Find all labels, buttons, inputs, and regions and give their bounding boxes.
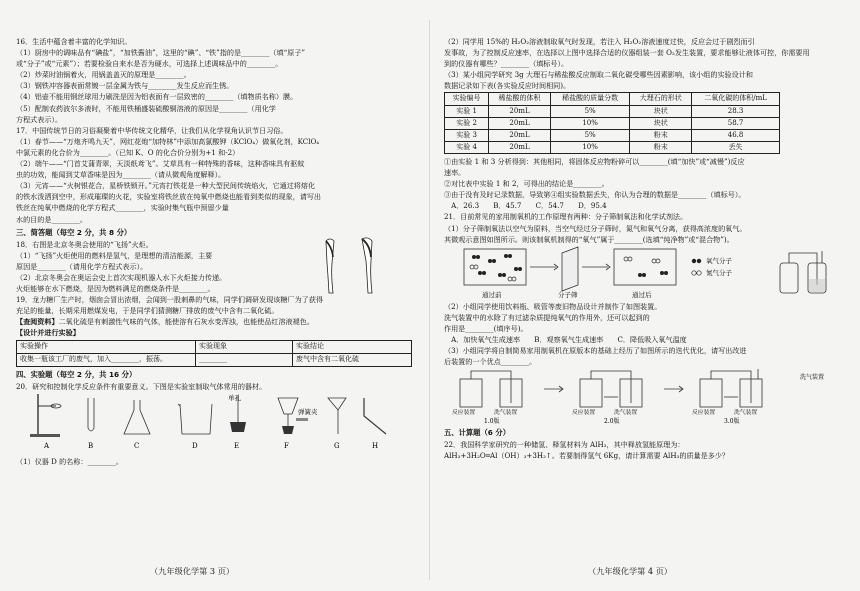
- q21-line: （1）分子筛制氧法以空气为原料，当空气经过分子筛时，氮气和氧气分离，获得高浓度的氧气。: [444, 223, 747, 233]
- apparatus-label: F: [284, 441, 289, 450]
- q17-line: 的铁水泼洒到空中，形成璀璨的火花，实验室将铁丝放在纯氧中燃烧也能看到类似的现象，请写出: [16, 192, 322, 202]
- table-header-cell: 实验现象: [196, 340, 293, 353]
- q16-line: （1）厨房中的调味品有“碘盐”，“加铁酱油”，这里的“碘”、“铁”指的是________（填“原子”: [16, 48, 306, 58]
- version-number: 3.0版: [724, 418, 740, 426]
- q20-part-1: （1）仪器 D 的名称：________。: [16, 456, 123, 466]
- q17-line: 17．中国传统节日的习俗凝聚着中华传统文化精华，让我们从化学视角认识节日习俗。: [16, 125, 288, 135]
- apparatus-label: D: [192, 441, 198, 450]
- table-cell: 20mL: [489, 141, 551, 153]
- q19-ref-label: 【查阅资料】: [16, 317, 59, 327]
- q21-line: 作用是________(填序号)。: [444, 323, 528, 333]
- apparatus-label: C: [134, 441, 140, 450]
- version-3: [700, 369, 762, 407]
- apparatus-label: A: [44, 441, 50, 450]
- q18-line: 18．右图是北京冬奥会使用的“飞扬”火炬。: [16, 239, 153, 249]
- section-4-heading: 四、实验题（每空 2 分，共 16 分）: [16, 369, 137, 379]
- table-cell: 46.8: [692, 129, 780, 141]
- q20-line: A．26.3 B．45.7 C．54.7 D．95.4: [444, 201, 607, 211]
- apparatus-label: H: [372, 441, 379, 450]
- table-cell: 实验 4: [445, 141, 489, 153]
- version-label: 洗气装置: [494, 410, 518, 417]
- q21-line: （2）小组同学使用饮料瓶、吸管等废旧物品设计并制作了如图装置。: [444, 301, 662, 311]
- q21-line: 21．目前常见的家用制氧机的工作原理有两种：分子筛制氧法和化学试剂法。: [444, 212, 688, 222]
- table-cell: 20mL: [489, 117, 551, 129]
- q17-line: （1）春节——“万炮齐鸣九天”，网红花炮“加特林”中添加高氯酸钾（KClO₄）做氧化剂，KClO₄: [16, 136, 320, 146]
- q19-ref-text: 二氧化硫是有刺激性气味的气体，能使溶有石灰水变浑浊，也能使品红溶液褪色。: [58, 317, 314, 327]
- apparatus-b-test-tube: [88, 398, 94, 431]
- q20-line: ②对比表中实验 1 和 2，可得出的结论是________。: [444, 179, 609, 189]
- q16-line: （3）钢铁冲容器表面常镀一层金属为铁与________发生反应而生锈。: [16, 81, 234, 91]
- table-cell: 丢失: [692, 141, 780, 153]
- version-number: 1.0版: [484, 418, 500, 426]
- table-row: [445, 117, 780, 129]
- page-footer: （九年级化学第 3 页）: [150, 565, 235, 576]
- apparatus-d-beaker: [178, 404, 212, 434]
- q19-line: 19．龙力糖厂生产时，烟囱会冒出浓烟，会闻到一股刺鼻的气味，同学们调研发现该糖厂为了获得: [16, 295, 323, 305]
- section-5-heading: 五、计算题（6 分）: [444, 428, 510, 438]
- table-header-cell: 实验结论: [293, 340, 412, 353]
- q16-line: （2）炒菜时油锅着火，用锅盖盖灭的原理是________。: [16, 70, 191, 80]
- table-header-cell: 实验编号: [445, 93, 489, 105]
- q18-line: 火炬能够在水下燃烧，是因为燃料满足的燃烧条件是________。: [16, 284, 215, 294]
- table-header-row: [17, 340, 412, 353]
- table-cell: 实验 1: [445, 105, 489, 117]
- q20-line: （2）同学用 15%的 H₂O₂溶液制取氧气时发现，若注入 H₂O₂溶液速度过快，反应会过于剧烈而引: [444, 37, 755, 46]
- q20-data-table: [444, 92, 780, 153]
- apparatus-note: 单孔: [228, 393, 241, 402]
- table-row: [445, 105, 780, 117]
- apparatus-g-long-funnel: [328, 398, 346, 434]
- q21-line: A．加快氧气生成速率 B．观察氧气生成速率 C．降低吸入氧气温度: [444, 334, 687, 344]
- version-label: 反应装置: [692, 410, 716, 417]
- q18-line: 原因是________（请用化学方程式表示）。: [16, 261, 148, 271]
- question-19: [16, 294, 420, 366]
- question-21-part-2: [444, 301, 848, 368]
- table-header-cell: 二氧化碳的体积/mL: [692, 93, 780, 105]
- table-header-cell: 稀盐酸的体积: [489, 93, 551, 105]
- version-number: 2.0版: [604, 418, 620, 426]
- torch-image: [316, 235, 388, 297]
- version-label: 反应装置: [572, 410, 596, 417]
- section-3-heading: 三、简答题（每空 2 分，共 8 分）: [16, 227, 132, 237]
- q17-line: （3）元宵——“火树银花合，星桥铁锁开。”元宵打铁花是一种大型民间传统焰火，它通过将熔化: [16, 181, 316, 191]
- question-16: [16, 36, 420, 125]
- table-cell: 实验 3: [445, 129, 489, 141]
- q19-reference: [16, 316, 420, 327]
- q20-line: 速率。: [444, 168, 466, 178]
- q21-line: 其微观示意图如图所示。则该制氧机制得的“氧气”属于________(选填“纯净物”或“混合物”)。: [444, 234, 734, 244]
- q18-line: （1）“飞扬”火炬使用的燃料是氢气，是理想的清洁能源，主要: [16, 250, 213, 260]
- table-cell: 实验 2: [445, 117, 489, 129]
- question-18: [16, 239, 420, 294]
- q17-line: （2）端午——“门首艾蒲青翠，天淡纸鸢飞”。艾草具有一种特殊的香味，这种香味具有驱蚊: [16, 159, 305, 169]
- q21-line: 洗气装置中的水除了有过滤杂质提纯氧气的作用外，还可以起到的: [444, 312, 650, 322]
- apparatus-note: 弹簧夹: [298, 407, 318, 416]
- q20-line: ③由于没有及时记录数据，导致第④组实验数据丢失，你认为合理的数据是________（填标号）。: [444, 190, 746, 200]
- question-17: [16, 125, 420, 225]
- question-20-part-2: [444, 36, 848, 91]
- apparatus-label: B: [88, 441, 94, 450]
- q16-line: 方程式表示）。: [16, 114, 63, 124]
- apparatus-caption: 洗气装置: [800, 374, 825, 382]
- q20-line: ①由实验 1 和 3 分析得到：其他相同，将固体反应物粉碎可以________(填“加快”或“减慢”)反应: [444, 156, 745, 166]
- q20-line: 到的仪器有哪些？________（填标号）。: [444, 59, 569, 69]
- version-1: [460, 371, 563, 407]
- q17-line: 中氯元素的化合价为________。（已知 K、O 的化合价分别为+1 和-2）: [16, 147, 240, 157]
- version-label: 反应装置: [452, 410, 476, 417]
- table-header-cell: 实验操作: [17, 340, 196, 353]
- diagram-label: 分子筛: [558, 290, 578, 299]
- table-cell: 5%: [550, 129, 629, 141]
- table-cell: 20mL: [489, 105, 551, 117]
- table-cell: 20mL: [489, 129, 551, 141]
- table-cell: ________: [196, 353, 293, 366]
- legend-label: 氮气分子: [706, 268, 732, 277]
- question-22: [444, 439, 848, 461]
- apparatus-label: E: [234, 441, 240, 450]
- q16-line: （5）配制农药波尔多液时，不能用铁桶盛装硫酸铜溶液的原因是________（用化学: [16, 103, 276, 113]
- version-iteration-figure: [444, 367, 840, 425]
- q20-intro: 20．研究和控制化学反应条件有重要意义。下图是实验室制取气体常用的器材。: [16, 381, 267, 391]
- q17-line: 铁丝在纯氧中燃烧的化学方程式________，实验时集气瓶中预留少量: [16, 203, 229, 213]
- table-cell: 10%: [550, 117, 629, 129]
- q16-line: 16．生活中蕴含着丰富的化学知识。: [16, 37, 132, 46]
- page-4: [430, 0, 860, 591]
- table-cell: 废气中含有二氧化硫: [293, 353, 412, 366]
- apparatus-figure: [16, 392, 412, 456]
- q20-line: （3）某小组同学研究 3g 大理石与稀盐酸反应制取二氧化碳受哪些因素影响，该小组的实验设计和: [444, 70, 753, 80]
- table-header-row: [445, 93, 780, 105]
- question-21: [444, 211, 848, 244]
- wash-apparatus: [780, 251, 826, 293]
- table-cell: 5%: [550, 105, 629, 117]
- table-cell: 收集一瓶该工厂的废气，加入________，振荡。: [17, 353, 196, 366]
- apparatus-a-iron-stand: [30, 394, 61, 437]
- q18-line: （2）北京冬奥会在奥运会史上首次实现机器人水下火炬接力传递。: [16, 272, 227, 282]
- version-label: 洗气装置: [734, 410, 758, 417]
- question-20-part-3: [444, 156, 848, 211]
- table-header-cell: 稀盐酸的质量分数: [550, 93, 629, 105]
- page-footer: （九年级化学第 4 页）: [588, 565, 673, 576]
- table-header-cell: 大理石的形状: [630, 93, 692, 105]
- q20-line: 数据记录如下表(各实验反应时间相同)。: [444, 81, 571, 91]
- q19-table: [16, 340, 412, 367]
- q22-line: 22．我国科学家研究的一种储氢、释氢材料为 AlH₃，其中释放氢能原理为：: [444, 440, 685, 450]
- molecular-sieve-diagram: [444, 245, 840, 301]
- q21-line: 后装置的一个优点________。: [444, 357, 537, 367]
- apparatus-label: G: [334, 441, 340, 450]
- q21-line: （3）小组同学将自制简易家用制氧机在原版本的基础上经历了如图所示的迭代优化，请写出改进: [444, 346, 747, 356]
- diagram-label: 通过前: [482, 290, 502, 299]
- version-2: [580, 371, 683, 407]
- q22-line: AlH₃+3H₂O═Al（OH）₃+3H₂↑。若要制得氢气 6Kg，请计算需要 AlH₃的质量是多少？: [444, 451, 730, 461]
- table-cell: 块状: [630, 105, 692, 117]
- apparatus-c-flask: [124, 400, 150, 434]
- q19-line: 充足的能量，长期采用燃煤发电，于是同学们猜测糖厂排放的废气中含有二氧化硫。: [16, 306, 279, 316]
- table-row: [17, 353, 412, 366]
- q20-line: 发事故，为了控制反应速率，在选择以上图中选择合适的仪器组装一套 O₂发生装置，要求能够让液体可控，你需要用: [444, 48, 810, 58]
- table-cell: 块状: [630, 117, 692, 129]
- table-cell: 粉末: [630, 141, 692, 153]
- table-row: [445, 129, 780, 141]
- q19-exp-label: 【设计并进行实验】: [16, 328, 80, 338]
- apparatus-h-tube: [364, 398, 386, 434]
- table-cell: 粉末: [630, 129, 692, 141]
- diagram-label: 通过后: [632, 290, 652, 299]
- q17-line: 水的目的是________。: [16, 214, 87, 224]
- apparatus-f-funnel: [278, 398, 308, 434]
- version-label: 洗气装置: [614, 410, 638, 417]
- table-cell: 10%: [550, 141, 629, 153]
- q16-line: 或“分子”或“元素”）；若要检验自来水是否为硬水，可选择上述调味品中的________。: [16, 59, 283, 69]
- table-row: [445, 141, 780, 153]
- legend-label: 氧气分子: [706, 256, 732, 265]
- q17-line: 虫的功效，能闻到艾草香味是因为________（请从微观角度解释）。: [16, 170, 226, 180]
- table-cell: 28.3: [692, 105, 780, 117]
- table-cell: 58.7: [692, 117, 780, 129]
- q16-line: （4）铝壶不能用钢丝球用力刷洗是因为铝表面有一层致密的________（填物质名称）膜。: [16, 92, 298, 102]
